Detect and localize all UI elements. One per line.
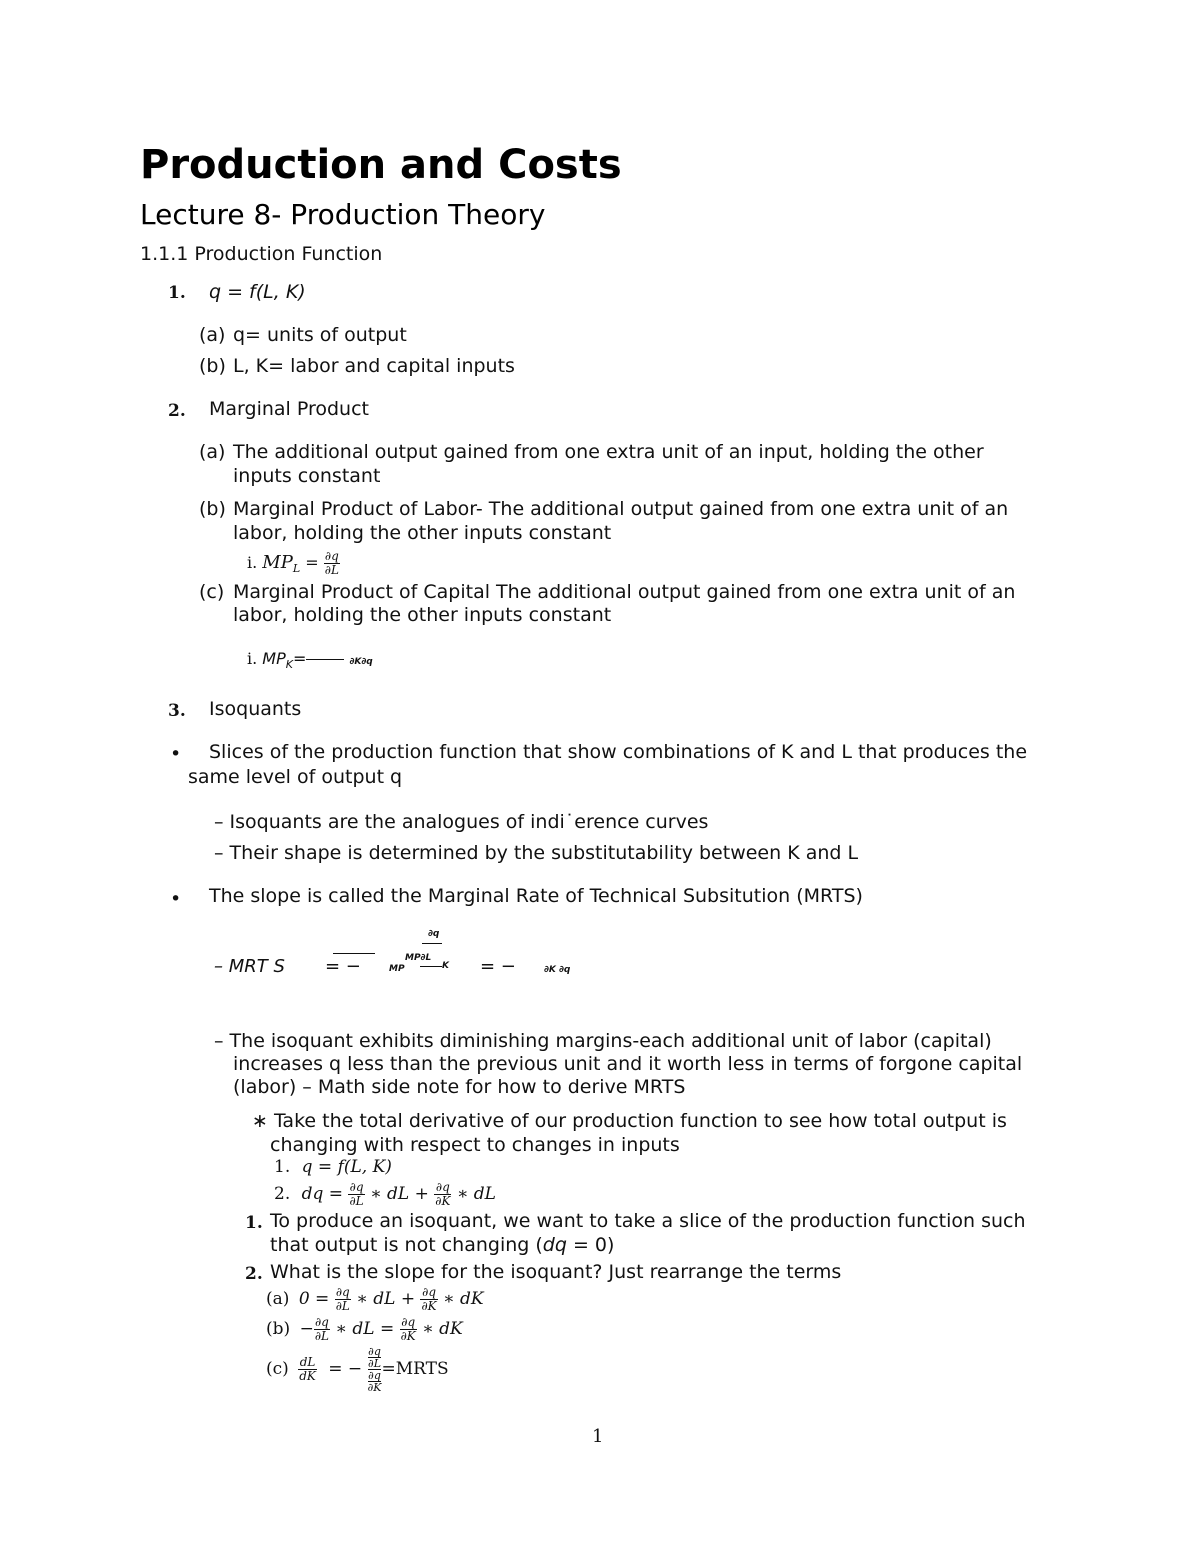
fraction-bar	[333, 953, 375, 954]
item-heading: Isoquants	[209, 698, 302, 720]
bullet-text: The slope is called the Marginal Rate of Technical Subsitution (MRTS)	[209, 885, 863, 907]
bullet-icon: •	[170, 888, 182, 910]
item-number: 3.	[168, 701, 186, 721]
fraction-dq-dl: $\frac{\partial q}{\partial L}$	[324, 549, 339, 577]
dash-item: – The isoquant exhibits diminishing margins-each additional unit of labor (capital)	[214, 1030, 992, 1052]
star-item: ∗ Take the total derivative of our production function to see how total output is	[252, 1110, 1007, 1132]
dash-item-cont: increases q less than the previous unit and it worth less in terms of forgone capital	[233, 1053, 1023, 1075]
step-number: 1.	[245, 1213, 263, 1233]
derivation-step: 2. dq = $\frac{\partial q}{\partial L}$ ∗ dL + $\frac{\partial q}{\partial K}$ ∗ dL	[274, 1180, 496, 1208]
mrts-lhs: – MRT S	[214, 956, 285, 977]
step-text: that output is not changing (dq = 0)	[270, 1234, 615, 1256]
list-item-text: Marginal Product of Labor- The additional output gained from one extra unit of an	[233, 498, 1009, 520]
lecture-heading: Lecture 8- Production Theory	[140, 198, 546, 231]
list-label: (b)	[199, 355, 226, 377]
dash-item: – Isoquants are the analogues of indi˙erence curves	[214, 811, 709, 833]
section-heading: 1.1.1 Production Function	[140, 243, 383, 265]
star-item-cont: changing with respect to changes in inputs	[270, 1134, 680, 1156]
fraction-dq-dl: $\frac{\partial q}{\partial L}$	[314, 1315, 329, 1343]
mrts-eq: = −	[325, 956, 361, 977]
list-label: (b)	[199, 498, 226, 520]
mrts-garble-k: K	[442, 961, 449, 971]
list-item-text: q= units of output	[233, 324, 407, 346]
list-item-text: L, K= labor and capital inputs	[233, 355, 515, 377]
nested-fraction: ∂q ∂L ∂q ∂K	[367, 1345, 382, 1394]
mrts-eq: = −	[480, 956, 516, 977]
dash-item: – Their shape is determined by the substitutability between K and L	[214, 842, 859, 864]
list-item-text: inputs constant	[233, 465, 381, 487]
list-item-text: The additional output gained from one extra unit of an input, holding the other	[233, 441, 984, 463]
item-number: 1.	[168, 283, 186, 303]
item-number: 2.	[168, 401, 186, 421]
formula-mpk: i. $MP_K= \partial K\partial q$	[247, 649, 373, 672]
list-label: (c)	[199, 581, 225, 603]
mrts-garble-mid: MP∂L	[405, 953, 432, 963]
bullet-text: Slices of the production function that show combinations of K and L that produces the	[209, 741, 1028, 763]
list-label: (a)	[199, 324, 226, 346]
step-text: To produce an isoquant, we want to take a slice of the production function such	[270, 1210, 1026, 1232]
fraction-bar	[420, 966, 442, 967]
mrts-garble-top: ∂q	[428, 929, 440, 939]
formula-mpl: i. $MP_L$ = $\frac{\partial q}{\partial L}$	[247, 549, 339, 577]
fraction-dq-dk: $\frac{\partial q}{\partial K}$	[435, 1180, 451, 1208]
bullet-icon: •	[170, 743, 182, 765]
mrts-tail: ∂K ∂q	[544, 965, 571, 975]
fraction-bar	[422, 943, 442, 944]
rearrange-step-b: (b) − $\frac{\partial q}{\partial L}$ ∗ dL = $\frac{\partial q}{\partial K}$ ∗ dK	[266, 1315, 463, 1343]
fraction-dq-dl: $\frac{\partial q}{\partial L}$	[335, 1285, 350, 1313]
dash-item-cont: (labor) – Math side note for how to derive MRTS	[233, 1076, 686, 1098]
fraction-dq-dl: $\frac{\partial q}{\partial L}$	[349, 1180, 364, 1208]
step-text: What is the slope for the isoquant? Just rearrange the terms	[270, 1261, 842, 1283]
list-item-text: labor, holding the other inputs constant	[233, 604, 612, 626]
derivation-step: 1. q = f(L, K)	[274, 1157, 392, 1177]
step-number: 2.	[245, 1264, 263, 1284]
rearrange-step-a: (a) 0 = $\frac{\partial q}{\partial L}$ ∗ dL + $\frac{\partial q}{\partial K}$ ∗ dK	[266, 1285, 484, 1313]
item-heading: Marginal Product	[209, 398, 369, 420]
rearrange-step-c: (c) $\frac{dL}{dK}$ = − ∂q ∂L ∂q ∂K =MRTS	[266, 1345, 449, 1394]
page-number: 1	[592, 1426, 604, 1447]
fraction-dq-dk: $\frac{\partial q}{\partial K}$	[400, 1315, 416, 1343]
mrts-garble-mp: MP	[389, 964, 405, 974]
list-item-text: Marginal Product of Capital The additional output gained from one extra unit of an	[233, 581, 1016, 603]
fraction-dq-dk: $\frac{\partial q}{\partial K}$	[421, 1285, 437, 1313]
fraction-dl-dk: $\frac{dL}{dK}$	[299, 1355, 316, 1383]
list-label: (a)	[199, 441, 226, 463]
document-title: Production and Costs	[140, 142, 622, 188]
production-function-formula: q = f(L, K)	[209, 281, 306, 303]
list-item-text: labor, holding the other inputs constant	[233, 522, 612, 544]
bullet-text: same level of output q	[188, 766, 403, 788]
